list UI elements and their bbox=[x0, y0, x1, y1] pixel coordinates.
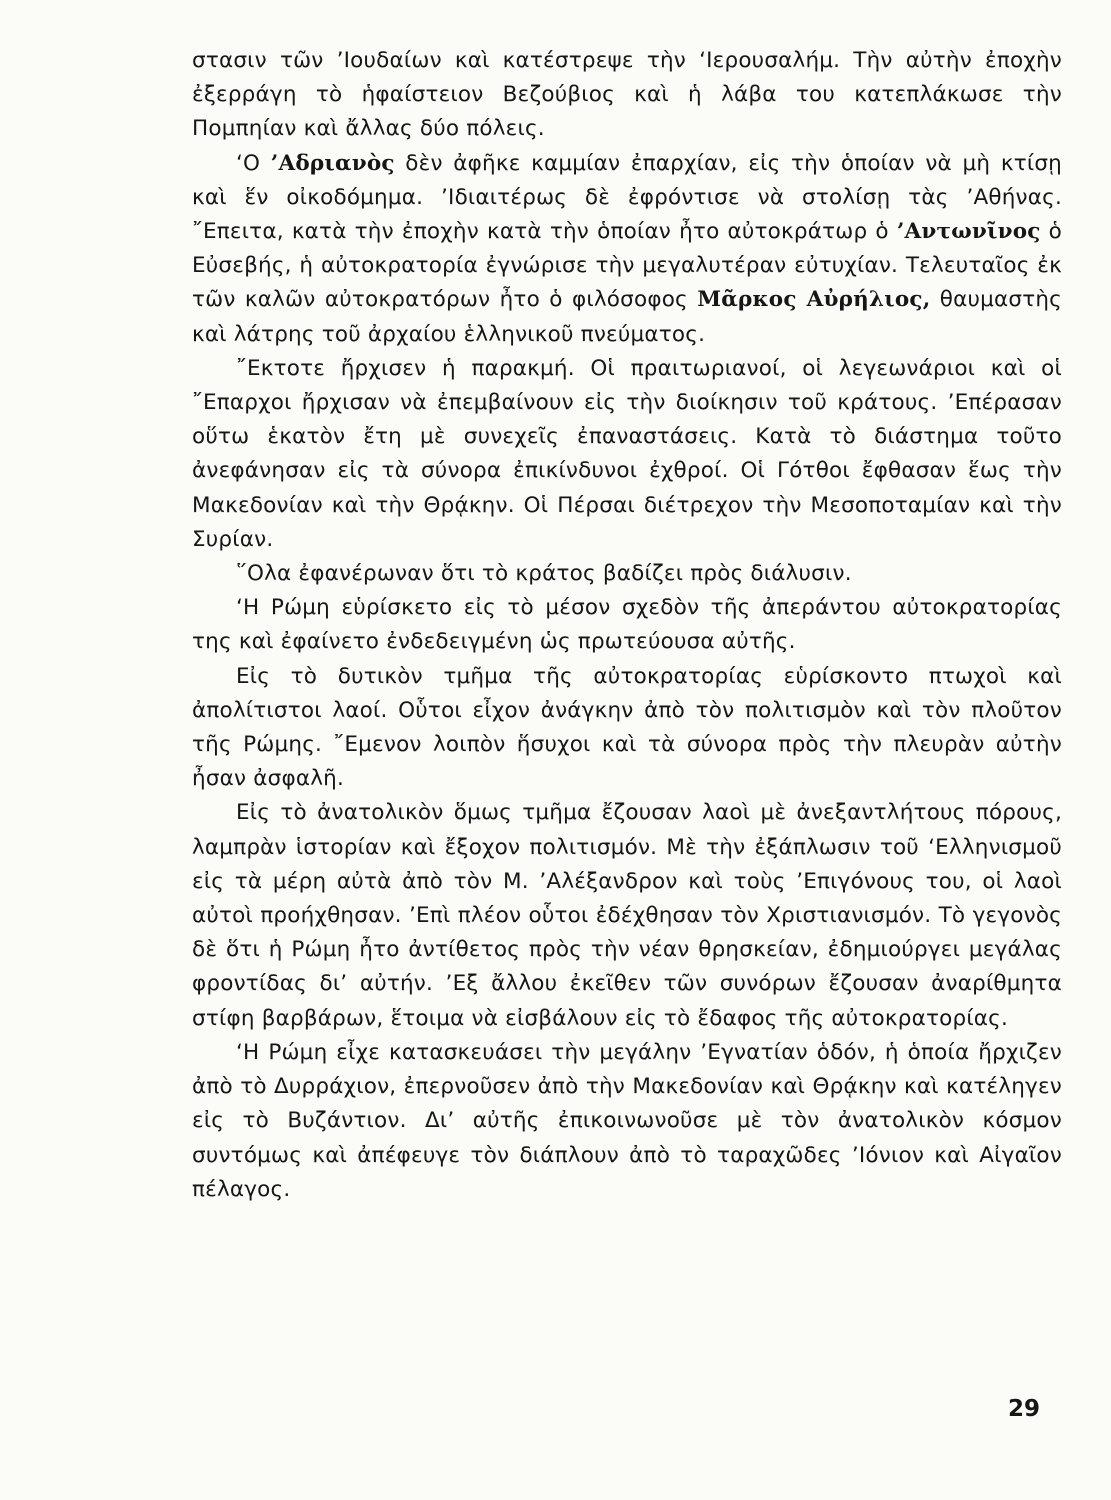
body-text bbox=[192, 44, 1062, 1207]
paragraph-text: δὲν ἀφῆκε καμμίαν ἐπαρχίαν, εἰς τὴν ὁποίαν νὰ μὴ κτίσῃ καὶ ἕν οἰκοδόμημα. ’Ιδιαιτέρως δὲ ἐφρόντισε νὰ στολίσῃ τὰς ’Αθήνας. ῎Επειτα, κατὰ τὴν ἐποχὴν κατὰ τὴν ὁποίαν ἦτο αὐτοκράτωρ ὁ bbox=[192, 150, 1062, 245]
paragraph-text: ῞Ολα ἐφανέρωναν ὅτι τὸ κράτος βαδίζει πρὸς διάλυσιν. bbox=[236, 561, 852, 587]
paragraph-text: ‘Ο bbox=[236, 150, 271, 176]
paragraph-4 bbox=[192, 557, 1062, 591]
paragraph-text: Εἰς τὸ ἀνατολικὸν ὅμως τμῆμα ἔζουσαν λαοὶ μὲ ἀνεξαντλήτους πόρους, λαμπρὰν ἱστορίαν καὶ ἔξοχον πολιτισμόν. Μὲ τὴν ἐξάπλωσιν τοῦ ‘Ελληνισμοῦ εἰς τὰ μέρη αὐτὰ ἀπὸ τὸν Μ. ’Αλέξανδρον καὶ τοὺς ’Επιγόνους του, οἱ λαοὶ αὐτοὶ προήχθησαν. ’Επὶ πλέον οὗτοι ἐδέχθησαν τὸν Χριστιανισμόν. Τὸ γεγονὸς δὲ ὅτι ἡ Ρώμη ἦτο ἀντίθετος πρὸς τὴν νέαν θρησκείαν, ἐδημιούργει μεγάλας φροντίδας δι’ αὐτήν. ’Εξ ἄλλου ἐκεῖθεν τῶν συνόρων ἔζουσαν ἀναρίθμητα στίφη βαρβάρων, ἕτοιμα νὰ εἰσβάλουν εἰς τὸ ἔδαφος τῆς αὐτοκρατορίας. bbox=[192, 800, 1062, 1031]
emphasized-name-marcus-aurelius: Μᾶρκος Αὐρήλιος, bbox=[697, 287, 931, 313]
emphasized-name-hadrian: ’Αδριανὸς bbox=[270, 150, 395, 176]
paragraph-text: στασιν τῶν ’Ιουδαίων καὶ κατέστρεψε τὴν ‘Ιερουσαλήμ. Τὴν αὐτὴν ἐποχὴν ἐξερράγη τὸ ἡφαίστειον Βεζούβιος καὶ ἡ λάβα του κατεπλάκωσε τὴν Πομπηίαν καὶ ἄλλας δύο πόλεις. bbox=[192, 48, 1062, 142]
paragraph-text: ὁ Εὐσεβής, ἡ αὐτοκρατορία ἐγνώρισε τὴν μεγαλυτέραν εὐτυχίαν. Τελευταῖος ἐκ τῶν καλῶν αὐτοκρατόρων ἦτο ὁ φιλόσοφος bbox=[192, 219, 1063, 313]
paragraph-text: ‘Η Ρώμη εὑρίσκετο εἰς τὸ μέσον σχεδὸν τῆς ἀπεράντου αὐτοκρατορίας της καὶ ἐφαίνετο ἐνδεδειγμένη ὡς πρωτεύουσα αὐτῆς. bbox=[192, 595, 1062, 655]
paragraph-5 bbox=[192, 591, 1062, 659]
paragraph-7 bbox=[192, 796, 1062, 1035]
paragraph-text: θαυμαστὴς καὶ λάτρης τοῦ ἀρχαίου ἑλληνικοῦ πνεύματος. bbox=[192, 287, 1062, 347]
paragraph-1 bbox=[192, 44, 1062, 147]
paragraph-text: ‘Η Ρώμη εἶχε κατασκευάσει τὴν μεγάλην ’Εγνατίαν ὁδόν, ἡ ὁποία ἤρχιζεν ἀπὸ τὸ Δυρράχιον, ἐπερνοῦσεν ἀπὸ τὴν Μακεδονίαν καὶ Θρᾴκην καὶ κατέληγεν εἰς τὸ Βυζάντιον. Δι’ αὐτῆς ἐπικοινωνοῦσε μὲ τὸν ἀνατολικὸν κόσμον συντόμως καὶ ἀπέφευγε τὸν διάπλουν ἀπὸ τὸ ταραχῶδες ’Ιόνιον καὶ Αἰγαῖον πέλαγος. bbox=[192, 1039, 1062, 1202]
paragraph-text: ῎Εκτοτε ἤρχισεν ἡ παρακμή. Οἱ πραιτωριανοί, οἱ λεγεωνάριοι καὶ οἱ ῎Επαρχοι ἤρχισαν νὰ ἐπεμβαίνουν εἰς τὴν διοίκησιν τοῦ κράτους. ’Επέρασαν οὕτω ἑκατὸν ἔτη μὲ συνεχεῖς ἐπαναστάσεις. Κατὰ τὸ διάστημα τοῦτο ἀνεφάνησαν εἰς τὰ σύνορα ἐπικίνδυνοι ἐχθροί. Οἱ Γότθοι ἔφθασαν ἕως τὴν Μακεδονίαν καὶ τὴν Θρᾴκην. Οἱ Πέρσαι διέτρεχον τὴν Μεσοποταμίαν καὶ τὴν Συρίαν. bbox=[192, 355, 1062, 552]
paragraph-3 bbox=[192, 352, 1062, 557]
emphasized-name-antoninus: ’Αντωνῖνος bbox=[896, 219, 1041, 245]
paragraph-6 bbox=[192, 660, 1062, 797]
paragraph-text: Εἰς τὸ δυτικὸν τμῆμα τῆς αὐτοκρατορίας εὑρίσκοντο πτωχοὶ καὶ ἀπολίτιστοι λαοί. Οὗτοι εἶχον ἀνάγκην ἀπὸ τὸν πολιτισμὸν καὶ τὸν πλοῦτον τῆς Ρώμης. ῎Εμενον λοιπὸν ἥσυχοι καὶ τὰ σύνορα πρὸς τὴν πλευρὰν αὐτὴν ἦσαν ἀσφαλῆ. bbox=[192, 663, 1062, 792]
paragraph-2 bbox=[192, 147, 1062, 352]
page-number: 29 bbox=[1008, 1396, 1041, 1422]
paragraph-8 bbox=[192, 1036, 1062, 1207]
